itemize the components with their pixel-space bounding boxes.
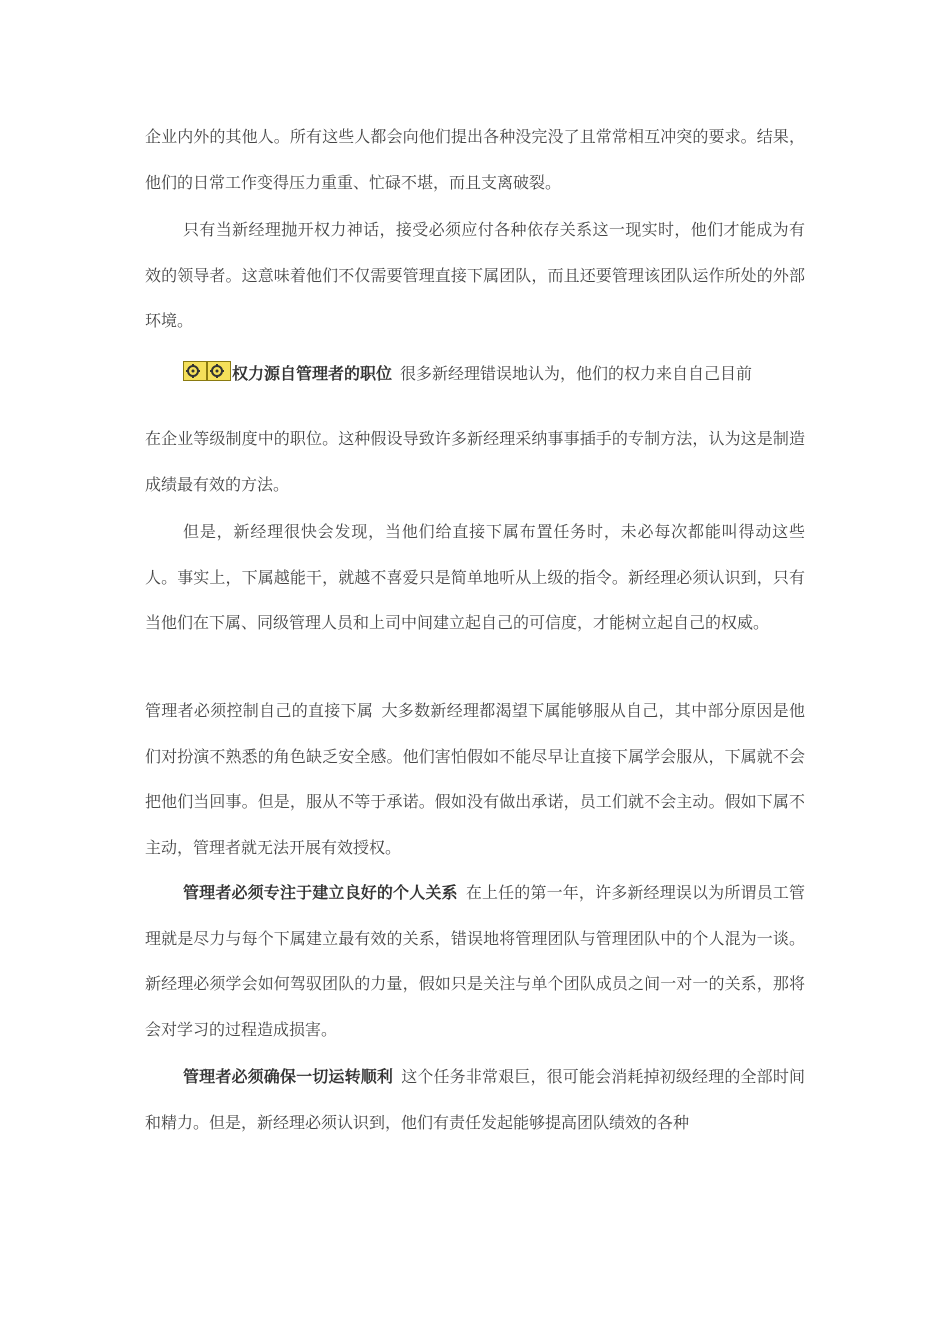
paragraph-4 xyxy=(145,509,805,646)
paragraph-text: 企业内外的其他人。所有这些人都会向他们提出各种没完没了且常常相互冲突的要求。结果，他们的日常工作变得压力重重、忙碌不堪，而且支离破裂。 xyxy=(145,127,805,192)
paragraph-text: 这个任务非常艰巨，很可能会消耗掉初级经理的全部时间和精力。但是，新经理必须认识到，他们有责任发起能够提高团队绩效的各种 xyxy=(145,1067,805,1132)
paragraph-5 xyxy=(145,688,805,870)
paragraph-text: 但是，新经理很快会发现，当他们给直接下属布置任务时，未必每次都能叫得动这些人。事实上，下属越能干，就越不喜爱只是简单地听从上级的指令。新经理必须认识到，只有当他们在下属、同级管理人员和上司中间建立起自己的可信度，才能树立起自己的权威。 xyxy=(145,522,805,632)
paragraph-text: 大多数新经理都渴望下属能够服从自己，其中部分原因是他们对扮演不熟悉的角色缺乏安全感。他们害怕假如不能尽早让直接下属学会服从，下属就不会把他们当回事。但是，服从不等于承诺。假如没有做出承诺，员工们就不会主动。假如下属不主动，管理者就无法开展有效授权。 xyxy=(145,701,805,857)
paragraph-text: 在上任的第一年，许多新经理误以为所谓员工管理就是尽力与每个下属建立最有效的关系，错误地将管理团队与管理团队中的个人混为一谈。新经理必须学会如何驾驭团队的力量，假如只是关注与单个团队成员之间一对一的关系，那将会对学习的过程造成损害。 xyxy=(145,883,805,1039)
paragraph-text: 很多新经理错误地认为，他们的权力来自自己目前 xyxy=(400,364,753,383)
paragraph-7 xyxy=(145,1054,805,1145)
paragraph-6 xyxy=(145,870,805,1052)
section-heading: 权力源自管理者的职位 xyxy=(232,364,393,383)
paragraph-3-first-line xyxy=(145,351,805,397)
paragraph-text: 在企业等级制度中的职位。这种假设导致许多新经理采纳事事插手的专制方法，认为这是制造成绩最有效的方法。 xyxy=(145,429,805,494)
inline-icon-group xyxy=(183,361,231,381)
paragraph-3-continued xyxy=(145,416,805,507)
paragraph-1 xyxy=(145,114,805,205)
paragraph-2 xyxy=(145,207,805,344)
paragraph-text: 只有当新经理抛开权力神话，接受必须应付各种依存关系这一现实时，他们才能成为有效的领导者。这意味着他们不仅需要管理直接下属团队，而且还要管理该团队运作所处的外部环境。 xyxy=(145,220,805,330)
section-heading: 管理者必须专注于建立良好的个人关系 xyxy=(183,883,458,902)
gear-pair-icon xyxy=(183,361,231,381)
section-heading: 管理者必须控制自己的直接下属 xyxy=(145,701,374,720)
section-heading: 管理者必须确保一切运转顺利 xyxy=(183,1067,394,1086)
